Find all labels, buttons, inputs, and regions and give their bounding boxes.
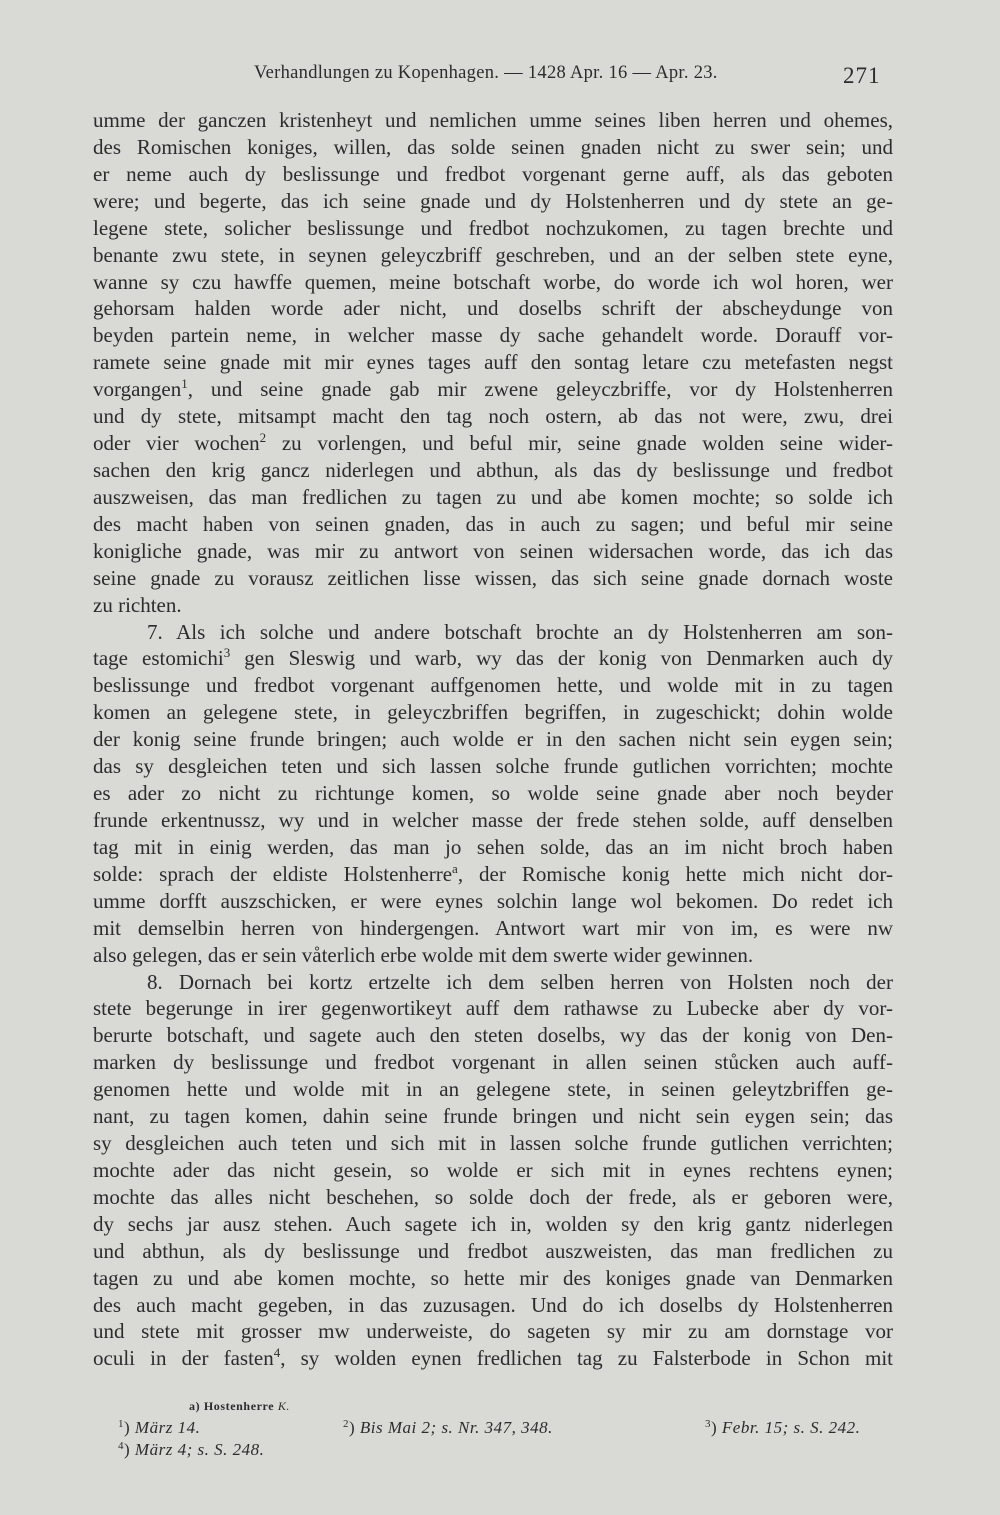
footnote-marker: 3 [705, 1418, 711, 1430]
textual-note-marker: a [189, 1399, 196, 1413]
text-line: solde: sprach der eldiste Holstenherre$^a$, der Romische konig hette mich nicht dor- [93, 860, 893, 886]
text-line: genomen hette und wolde mit in an gelegene stete, in seinen geleytzbriffen ge- [93, 1077, 893, 1102]
text-line: umme der ganczen kristenheyt und nemlichen umme seines liben herren und ohemes, [93, 108, 893, 132]
text-line: beslissunge und fredbot vorgenant auffgenomen hette, und wolde mit in zu tagen [93, 673, 893, 698]
text-line: benante zwu stete, in seynen geleyczbriff geschreben, und an der selben stete eyne, [93, 242, 893, 267]
text-line: komen an gelegene stete, in geleyczbriffen begriffen, in zugeschickt; dohin wolde [93, 700, 893, 725]
text-line: vorgangen$^1$, und seine gnade gab mir zwene geleyczbriffe, vor dy Holstenherren [93, 376, 893, 402]
footnote-marker: 1 [118, 1418, 124, 1430]
footnote-paren: ) [124, 1418, 131, 1437]
footnote-reference: 1 [181, 376, 188, 392]
footnote-text: März 4; s. S. 248. [134, 1440, 265, 1459]
footnote-text: Febr. 15; s. S. 242. [721, 1418, 861, 1437]
page-number: 271 [843, 63, 881, 88]
text-line: marken dy beslissunge und fredbot vorgenant in allen seinen stůcken auch auff- [93, 1050, 893, 1075]
footnote-3 [705, 1418, 860, 1440]
footnote-text: Bis Mai 2; s. Nr. 347, 348. [359, 1418, 553, 1437]
footnote-text: März 14. [134, 1418, 201, 1437]
text-line: were; und begerte, das ich seine gnade und dy Holstenherren und dy stete an ge- [93, 188, 893, 213]
footnote-marker: 4 [118, 1440, 124, 1452]
footnote-1 [118, 1418, 200, 1440]
text-line: gehorsam halden worde ader nicht, und doselbs schrift der abscheydunge von [93, 296, 893, 321]
footnote-marker: 2 [343, 1418, 349, 1430]
text-line: des Romischen koniges, willen, das solde seinen gnaden nicht zu swer sein; und [93, 134, 893, 159]
main-text [93, 107, 893, 1372]
footnote-paren: ) [711, 1418, 718, 1437]
text-line: tagen zu und abe komen mochte, so hette mir des koniges gnade van Denmarken [93, 1265, 893, 1290]
text-line: er neme auch dy beslissunge und fredbot vorgenant gerne auff, als das geboten [93, 161, 893, 186]
textual-note [189, 1398, 290, 1414]
text-line: also gelegen, das er sein våterlich erbe wolde mit dem swerte wider gewinnen. [93, 942, 754, 967]
text-line: und stete mit grosser mw underweiste, do sageten sy mir zu am dornstage vor [93, 1319, 893, 1344]
text-line: ramete seine gnade mit mir eynes tages auff den sontag letare czu metefasten negst [93, 350, 893, 375]
text-line: tag mit in einig werden, das man jo sehen solde, das an im nicht broch haben [93, 834, 893, 859]
footnote-4 [118, 1440, 264, 1462]
text-line: dy sechs jar ausz stehen. Auch sagete ich in, wolden sy den krig gantz niderlegen [93, 1211, 893, 1236]
footnote-paren: ) [349, 1418, 356, 1437]
text-line: und abthun, als dy beslissunge und fredbot auszweisten, das man fredlichen zu [93, 1238, 893, 1263]
text-line: oculi in der fasten$^4$, sy wolden eynen fredlichen tag zu Falsterbode in Schon mit [93, 1345, 893, 1371]
text-line: konigliche gnade, was mir zu antwort von seinen widersachen worde, das ich das [93, 538, 893, 563]
text-line: frunde erkentnussz, wy und in welcher masse der frede stehen solde, auff denselben [93, 807, 893, 832]
text-line: oder vier wochen$^2$ zu vorlengen, und beful mir, seine gnade wolden seine wider- [93, 430, 893, 456]
text-line: zu richten. [93, 592, 182, 617]
footnote-reference: 2 [259, 430, 267, 446]
text-line: mit demselbin herren von hindergengen. Antwort wart mir von im, es were nw [93, 915, 893, 940]
text-line: seine gnade zu vorausz zeitlichen lisse wissen, das sich seine gnade dornach woste [93, 565, 893, 590]
footnote-reference: 3 [223, 645, 231, 661]
textual-note-text: Hostenherre [203, 1399, 275, 1413]
text-line: und dy stete, mitsampt macht den tag noch ostern, ab das not were, zwu, drei [93, 404, 893, 429]
text-line: es ader zo nicht zu richtunge komen, so wolde seine gnade aber noch beyder [93, 781, 893, 806]
text-line: mochte ader das nicht gesein, so wolde er sich mit in eynes rechtens eynen; [93, 1157, 893, 1182]
footnote-reference: a [452, 860, 458, 876]
footnote-2 [343, 1418, 553, 1440]
text-line: des auch macht gegeben, in das zuzusagen. Und do ich doselbs dy Holstenherren [93, 1292, 893, 1317]
text-line: tage estomichi$^3$ gen Sleswig und warb, wy das der konig von Denmarken auch dy [93, 645, 893, 671]
text-line: sachen den krig gancz niderlegen und abthun, als das dy beslissunge und fredbot [93, 457, 893, 482]
text-line: das sy desgleichen teten und sich lassen solche frunde gutlichen vorrichten; mochte [93, 754, 893, 779]
text-line: des macht haben von seinen gnaden, das in auch zu sagen; und beful mir seine [93, 511, 893, 536]
textual-note-paren: ) [195, 1399, 201, 1413]
text-line: nant, zu tagen komen, dahin seine frunde bringen und nicht sein eygen sein; das [93, 1104, 893, 1129]
text-line: wanne sy czu hawffe quemen, meine botschaft worbe, do worde ich wol horen, wer [93, 269, 893, 294]
text-line: stete begerunge in irer gegenwortikeyt auff dem rathawse zu Lubecke aber dy vor- [93, 996, 893, 1021]
footnote-paren: ) [124, 1440, 131, 1459]
text-line: sy desgleichen auch teten und sich mit in lassen solche frunde gutlichen verrichten; [93, 1131, 893, 1156]
text-line: 8. Dornach bei kortz ertzelte ich dem selben herren von Holsten noch der [147, 969, 893, 994]
text-line: der konig seine frunde bringen; auch wolde er in den sachen nicht sein eygen sein; [93, 727, 893, 752]
text-line: legene stete, solicher beslissunge und fredbot nochzukomen, zu tagen brechte und [93, 215, 893, 240]
text-line: auszweisen, das man fredlichen zu tagen zu und abe komen mochte; so solde ich [93, 484, 893, 509]
running-title: Verhandlungen zu Kopenhagen. — 1428 Apr. 16 — Apr. 23. [254, 63, 718, 83]
textual-note-siglum: K. [277, 1399, 291, 1413]
page-header [0, 58, 1000, 90]
footnote-reference: 4 [273, 1345, 281, 1361]
text-line: berurte botschaft, und sagete auch den steten doselbs, wy das der konig von Den- [93, 1023, 893, 1048]
text-line: mochte das alles nicht beschehen, so solde doch der frede, als er geboren were, [93, 1184, 893, 1209]
text-line: 7. Als ich solche und andere botschaft brochte an dy Holstenherren am son- [147, 619, 893, 644]
text-line: beyden partein neme, in welcher masse dy sache gehandelt worde. Dorauff vor- [93, 323, 893, 348]
text-line: umme dorfft auszschicken, er were eynes solchin lange wol bekomen. Do redet ich [93, 888, 893, 913]
